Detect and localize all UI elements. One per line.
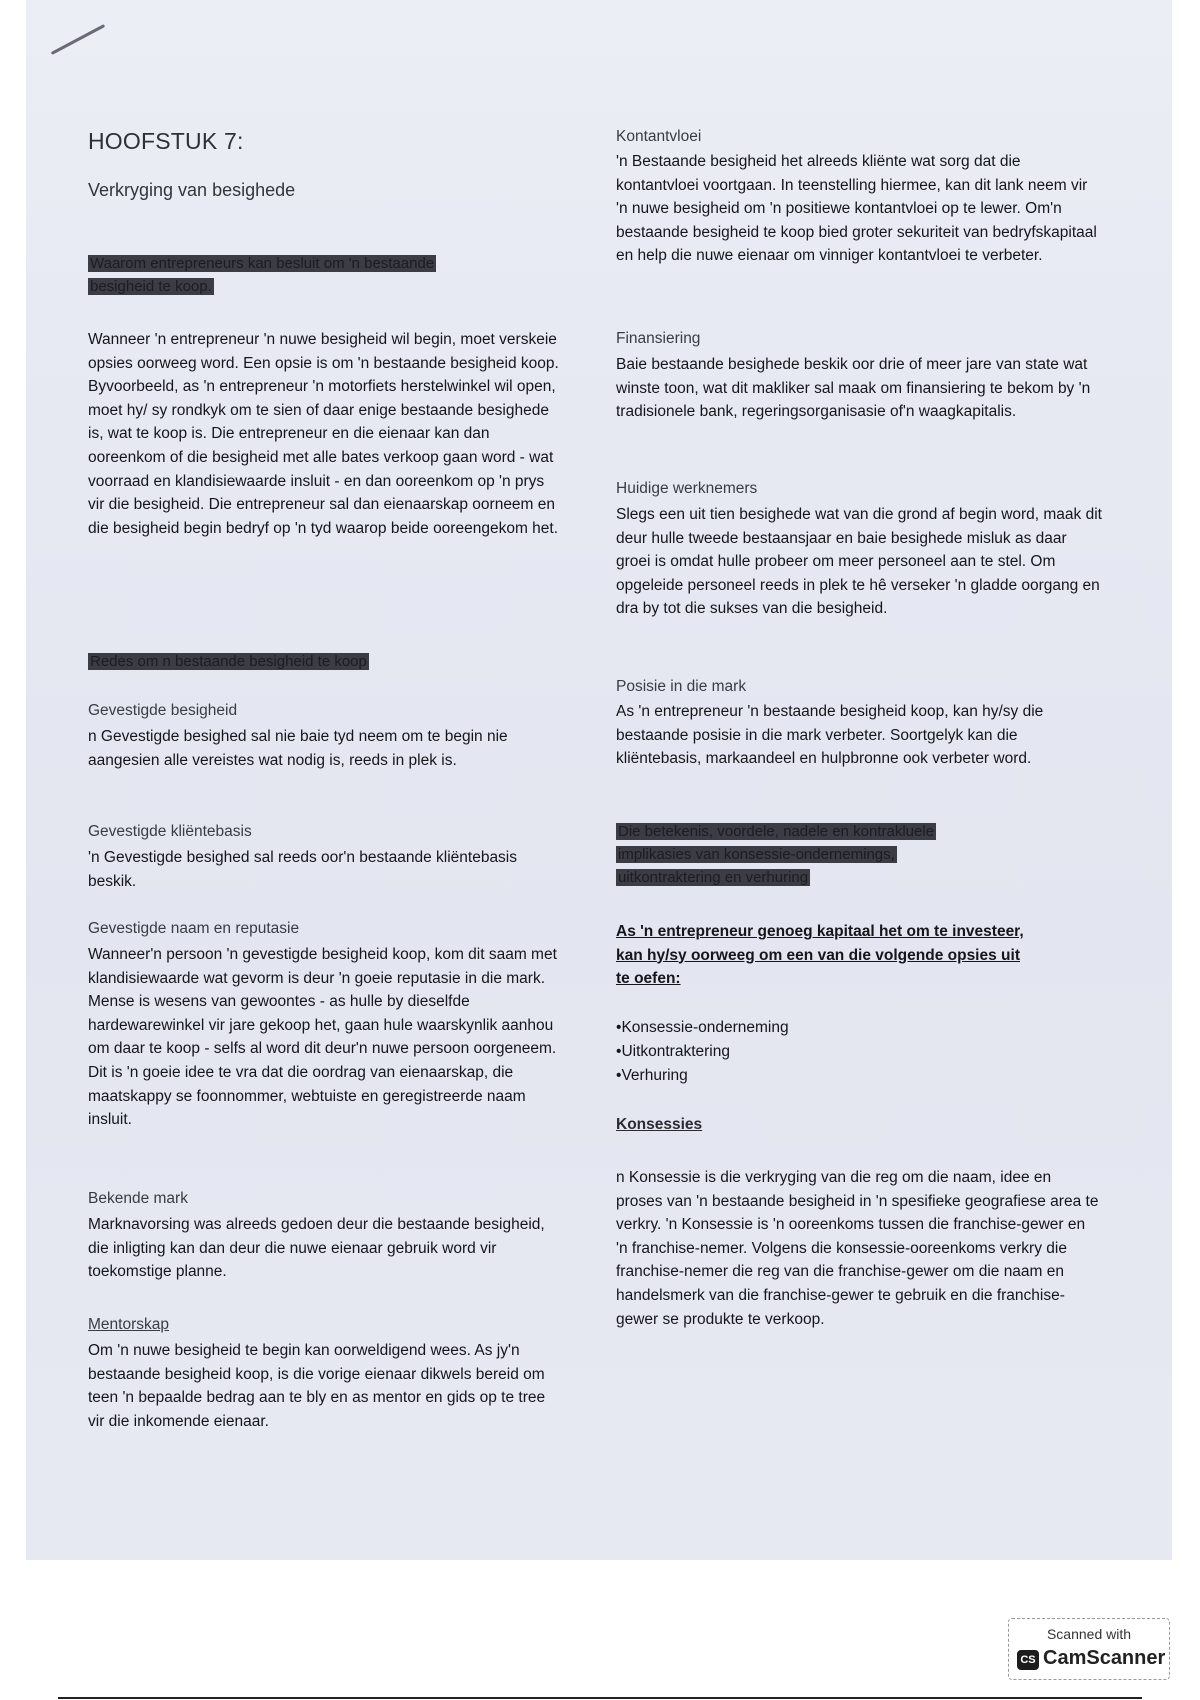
pen-mark xyxy=(51,24,105,55)
highlight-line: uitkontraktering en verhuring xyxy=(618,869,809,886)
scanned-page xyxy=(26,0,1172,1560)
section-heading: Gevestigde besigheid xyxy=(88,702,238,719)
section-body: Marknavorsing was alreeds gedoen deur die bestaande besigheid, die inligting kan dan deur die nuwe eienaar gebruik word vir toekomstige planne. xyxy=(88,1216,545,1281)
list-item: • Verhuring xyxy=(616,1064,789,1088)
section-body: Slegs een uit tien besighede wat van die grond af begin word, maak dit deur hulle tweede bestaansjaar en baie besighede misluk as daar groei is omdat hulle probeer om meer personeel aan te stel. Om opgeleide personeel reeds in plek te hê verseker 'n gladde oorgang en dra by tot die sukses van die besigheid. xyxy=(616,506,1102,618)
section-body: As 'n entrepreneur 'n bestaande besigheid koop, kan hy/sy die bestaande posisie in die mark verbeter. Soortgelyk kan die kliëntebasis, markaandeel en hulpbronne ook verbeter word. xyxy=(616,703,1044,768)
highlight-heading-reasons xyxy=(88,650,369,673)
section-heading: Gevestigde kliëntebasis xyxy=(88,823,252,840)
options-list xyxy=(616,1016,789,1088)
highlight-line: implikasies van konsessie-ondernemings, xyxy=(618,846,895,863)
list-item: • Konsessie-onderneming xyxy=(616,1016,789,1040)
chapter-title: HOOFSTUK 7: xyxy=(88,128,244,154)
badge-caption: Scanned with xyxy=(1046,1626,1132,1642)
section-body: 'n Bestaande besigheid het alreeds kliënte wat sorg dat die kontantvloei voortgaan. In teenstelling hiermee, kan dit lank neem vir 'n nuwe besigheid om 'n positiewe kontantvloei op te lewer. Om'n bestaande besigheid te koop bied groter sekuriteit van bedryfskapitaal en help die nuwe eienaar om vinniger kontantvloei te verbeter. xyxy=(616,153,1097,265)
section-body: Wanneer'n persoon 'n gevestigde besigheid koop, kom dit saam met klandisiewaarde wat gevorm is deur 'n goeie reputasie in die mark. Mense is wesens van gewoontes - as hulle by dieselfde hardewarewinkel vir jare gekoop het, gaan hule waarskynlik aanhou om daar te koop - selfs al word dit deur'n nuwe persoon oorgeneem. Dit is 'n goeie idee te vra dat die oordrag van eienaarskap, die maatskappy se foonnommer, webtuiste en geregistreerde naam insluit. xyxy=(88,946,557,1129)
section-heading: Mentorskap xyxy=(88,1316,169,1333)
list-item: • Uitkontraktering xyxy=(616,1040,789,1064)
section-heading: Kontantvloei xyxy=(616,128,702,145)
section-heading: Finansiering xyxy=(616,330,701,347)
highlight-line: besigheid te koop. xyxy=(90,278,212,295)
highlight-line: Waarom entrepreneurs kan besluit om 'n bestaande xyxy=(90,255,435,272)
highlight-line: Die betekenis, voordele, nadele en kontrakluele xyxy=(618,823,935,840)
camscanner-badge xyxy=(1008,1618,1170,1680)
highlight-line: Redes om n bestaande besigheid te koop xyxy=(90,653,367,670)
badge-brand: CamScanner xyxy=(1043,1647,1166,1669)
section-heading: Posisie in die mark xyxy=(616,678,747,695)
bottom-divider xyxy=(58,1697,1142,1699)
camscanner-logo-icon: CS xyxy=(1017,1650,1039,1670)
section-heading: Bekende mark xyxy=(88,1190,188,1207)
highlight-heading-why xyxy=(88,252,436,298)
section-heading: Huidige werknemers xyxy=(616,480,758,497)
section-body: n Gevestigde besighed sal nie baie tyd neem om te begin nie aangesien alle vereistes wat nodig is, reeds in plek is. xyxy=(88,728,508,769)
options-intro: As 'n entrepreneur genoeg kapitaal het om te investeer, kan hy/sy oorweeg om een van die volgende opsies uit te oefen: xyxy=(616,923,1024,987)
intro-paragraph: Wanneer 'n entrepreneur 'n nuwe besigheid wil begin, moet verskeie opsies oorweeg word. Een opsie is om 'n bestaande besigheid koop. Byvoorbeeld, as 'n entrepreneur 'n motorfiets herstelwinkel wil open, moet hy/ sy rondkyk om te sien of daar enige bestaande besighede is, wat te koop is. Die entrepreneur en die eienaar kan dan ooreenkom of die besigheid met alle bates verkoop gaan word - wat voorraad en klandisiewaarde insluit - en dan ooreenkom op 'n prys vir die besigheid. Die entrepreneur sal dan eienaarskap oorneem en die besigheid begin bedryf op 'n tyd waarop beide ooreengekom het. xyxy=(88,331,559,537)
section-heading: Gevestigde naam en reputasie xyxy=(88,920,300,937)
section-body: Om 'n nuwe besigheid te begin kan oorweldigend wees. As jy'n bestaande besigheid koop, is die vorige eienaar dikwels bereid om teen 'n bepaalde bedrag aan te bly en as mentor en gids op te tree vir die inkomende eienaar. xyxy=(88,1342,546,1430)
section-body: n Konsessie is die verkryging van die reg om die naam, idee en proses van 'n bestaande besigheid in 'n spesifieke geografiese area te verkry. 'n Konsessie is 'n ooreenkoms tussen die franchise-gewer en 'n franchise-nemer. Volgens die konsessie-ooreenkoms verkry die franchise-nemer die reg van die franchise-gewer om die naam en handelsmerk van die franchise-gewer te gebruik en die franchise-gewer se produkte te verkoop. xyxy=(616,1169,1099,1328)
chapter-subtitle: Verkryging van besighede xyxy=(88,180,296,200)
section-body: Baie bestaande besighede beskik oor drie of meer jare van state wat winste toon, wat dit makliker sal maak om finansiering te bekom by 'n tradisionele bank, regeringsorganisasie of'n waagkapitalis. xyxy=(616,356,1091,421)
section-heading: Konsessies xyxy=(616,1116,703,1133)
highlight-heading-concession xyxy=(616,820,936,889)
section-body: 'n Gevestigde besighed sal reeds oor'n bestaande kliëntebasis beskik. xyxy=(88,849,518,890)
